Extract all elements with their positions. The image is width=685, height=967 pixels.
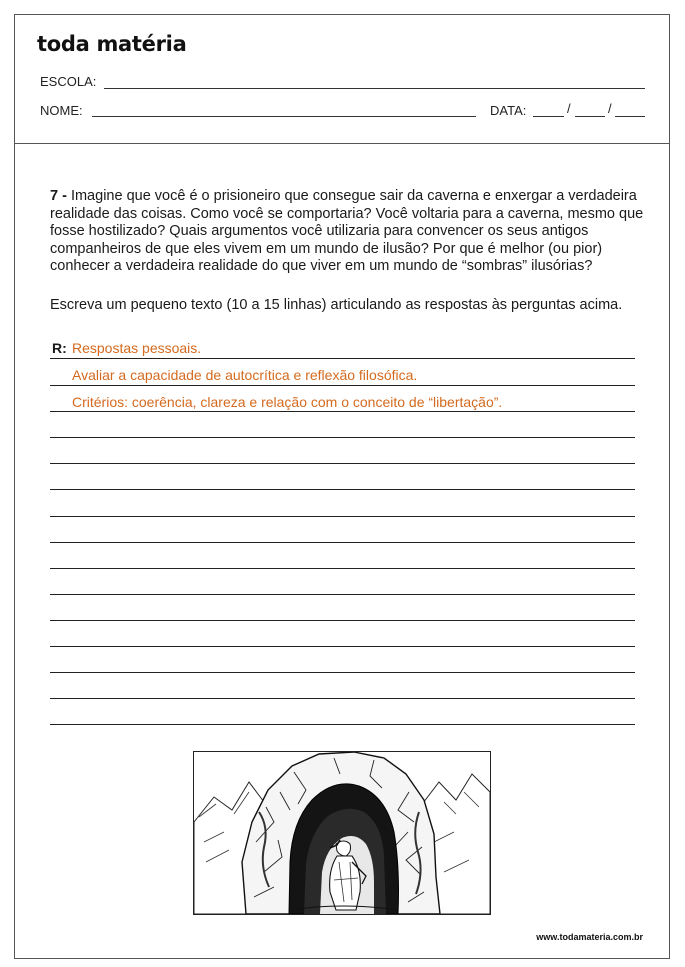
- date-separator: /: [608, 101, 612, 116]
- date-separator: /: [567, 101, 571, 116]
- school-label: ESCOLA:: [40, 74, 97, 89]
- answer-line[interactable]: [50, 724, 635, 725]
- answer-line[interactable]: [50, 672, 635, 673]
- date-label: DATA:: [490, 103, 527, 118]
- name-label: NOME:: [40, 103, 83, 118]
- answer-line[interactable]: [50, 542, 635, 543]
- header-divider: [14, 143, 670, 144]
- question-number: 7 -: [50, 188, 67, 204]
- brand-logo: toda matéria: [37, 32, 187, 56]
- answer-line[interactable]: [50, 516, 635, 517]
- date-day-field[interactable]: [533, 116, 564, 117]
- date-month-field[interactable]: [575, 116, 605, 117]
- answer-line[interactable]: [50, 358, 635, 359]
- answer-line[interactable]: [50, 594, 635, 595]
- answer-line[interactable]: [50, 385, 635, 386]
- answer-line[interactable]: [50, 411, 635, 412]
- answer-line[interactable]: [50, 698, 635, 699]
- answer-label: R:: [52, 340, 67, 356]
- answer-line-text: Critérios: coerência, clareza e relação com o conceito de “libertação”.: [72, 394, 503, 410]
- answer-line[interactable]: [50, 437, 635, 438]
- answer-line[interactable]: [50, 568, 635, 569]
- question-instruction: Escreva um pequeno texto (10 a 15 linhas) articulando as respostas às perguntas acima.: [50, 297, 623, 313]
- school-field[interactable]: [104, 88, 645, 89]
- answer-line[interactable]: [50, 646, 635, 647]
- answer-line-text: Respostas pessoais.: [72, 340, 202, 356]
- question-text: Imagine que você é o prisioneiro que consegue sair da caverna e enxergar a verdadeira realidade das coisas. Como você se comportaria? Você voltaria para a caverna, mesmo que fosse hostilizado? Quais argumentos você utilizaria para convencer os seus antigos companheiros de que eles vivem em um mundo de ilusão? Por que é melhor (ou pior) conhecer a verdadeira realidade do que viver em um mundo de “sombras” ilusórias?: [50, 188, 644, 274]
- date-year-field[interactable]: [615, 116, 645, 117]
- question-block: [50, 188, 645, 276]
- answer-line[interactable]: [50, 489, 635, 490]
- name-field[interactable]: [92, 116, 476, 117]
- answer-line[interactable]: [50, 620, 635, 621]
- answer-line[interactable]: [50, 463, 635, 464]
- cave-illustration: [193, 751, 491, 915]
- footer-url[interactable]: www.todamateria.com.br: [536, 932, 643, 942]
- answer-line-text: Avaliar a capacidade de autocrítica e reflexão filosófica.: [72, 367, 418, 383]
